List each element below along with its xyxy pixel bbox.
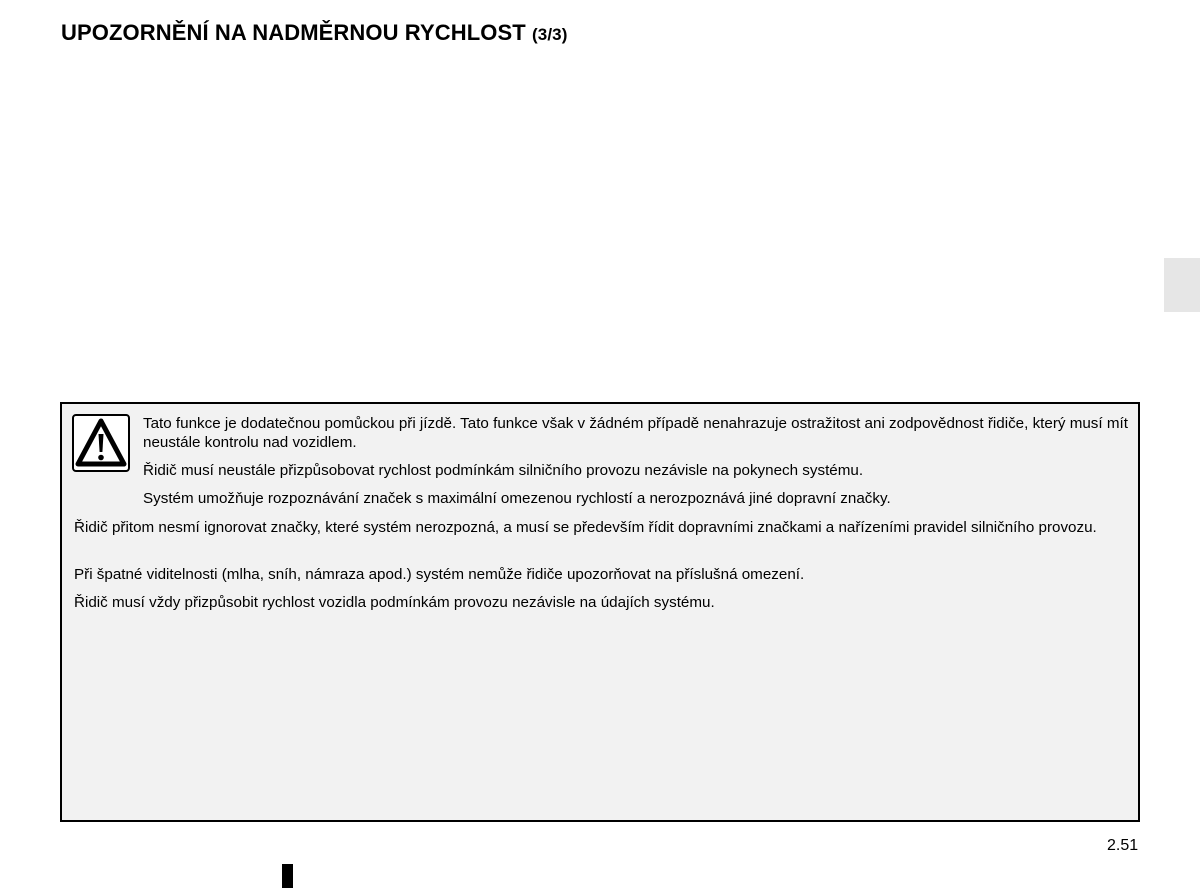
warning-paragraph-signs: Řidič přitom nesmí ignorovat značky, které systém nerozpozná, a musí se především řídit dopravními značkami a nařízeními pravidel silničního provozu. <box>74 519 1097 536</box>
page-title-text: UPOZORNĚNÍ NA NADMĚRNOU RYCHLOST <box>61 20 526 45</box>
page-title-suffix: (3/3) <box>532 25 568 44</box>
warning-paragraph-visibility: Při špatné viditelnosti (mlha, sníh, námraza apod.) systém nemůže řidiče upozorňovat na příslušná omezení. <box>74 566 805 583</box>
crop-mark <box>282 864 293 888</box>
chapter-side-tab <box>1164 258 1200 312</box>
page-title <box>61 19 567 49</box>
warning-paragraph-recognition: Systém umožňuje rozpoznávání značek s maximální omezenou rychlostí a nerozpoznává jiné dopravní značky. <box>143 490 891 507</box>
warning-paragraph-driver: Řidič musí vždy přizpůsobit rychlost vozidla podmínkám provozu nezávisle na údajích systému. <box>74 594 715 611</box>
page-number: 2.51 <box>1107 837 1139 854</box>
warning-paragraph-adapt-speed: Řidič musí neustále přizpůsobovat rychlost podmínkám silničního provozu nezávisle na pokynech systému. <box>143 462 864 479</box>
warning-box <box>60 402 1140 822</box>
warning-triangle-icon <box>72 414 130 472</box>
warning-paragraph-assist: Tato funkce je dodatečnou pomůckou při jízdě. Tato funkce však v žádném případě nenahrazuje ostražitost ani zodpovědnost řidiče, který musí mít neustále kontrolu nad vozidlem. <box>143 415 1128 451</box>
